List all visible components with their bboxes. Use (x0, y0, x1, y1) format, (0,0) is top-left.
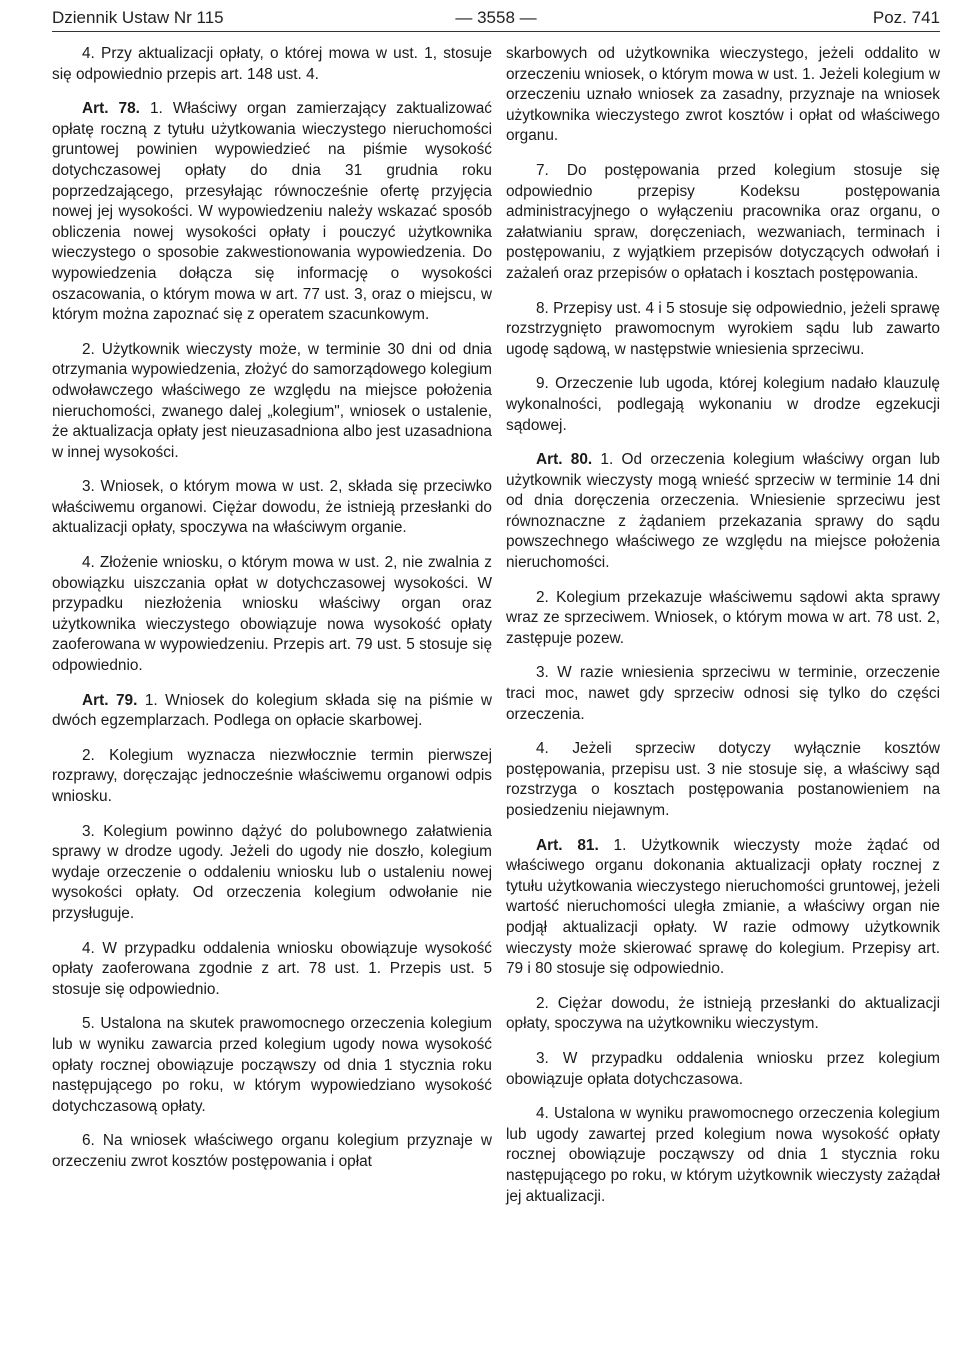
paragraph (52, 822, 492, 925)
paragraph-text: 3. W przypadku oddalenia wniosku przez kolegium obowiązuje opłata dotychczasowa. (506, 1049, 940, 1088)
position-number: Poz. 741 (872, 8, 940, 27)
paragraph-text: 2. Użytkownik wieczysty może, w terminie 30 dni od dnia otrzymania wypowiedzenia, złożyć do samorządowego kolegium odwoławczego właściwego ze względu na miejsce położenia nieruchomości, zwanego dalej „kolegium", wniosek o ustalenie, że aktualizacja opłaty jest nieuzasadniona albo jest uzasadniona w innej wysokości. (52, 340, 492, 461)
paragraph-text: skarbowych od użytkownika wieczystego, jeżeli oddalito w orzeczeniu wniosek, o którym mowa w ust. 1. Jeżeli kolegium w orzeczeniu uznało wniosek za zasadny, przyznaje na wniosek użytkownika wieczystego zwrot kosztów i opłat od właściwego organu. (506, 45, 940, 145)
page-header (52, 6, 940, 30)
article-label: Art. 81. (536, 836, 599, 854)
paragraph (52, 477, 492, 539)
paragraph (506, 450, 940, 574)
paragraph-text: 1. Użytkownik wieczysty może żądać od właściwego organu dokonania aktualizacji opłaty rocznej z tytułu użytkowania wieczystego nieruchomości gruntowej, jeżeli wartość nieruchomości uległa zmianie, a właściwy organ nie podjął aktualizacji opłaty. W razie odmowy użytkownik wieczysty może skierować sprawę do kolegium. Przepisy art. 79 i 80 stosuje się odpowiednio. (506, 836, 940, 978)
article-label: Art. 78. (82, 100, 140, 118)
paragraph (506, 739, 940, 821)
paragraph (52, 44, 492, 85)
paragraph-text: 4. Przy aktualizacji opłaty, o której mowa w ust. 1, stosuje się odpowiednio przepis art. 148 ust. 4. (52, 45, 492, 83)
paragraph-text: 3. Wniosek, o którym mowa w ust. 2, składa się przeciwko właściwemu organowi. Ciężar dowodu, że istnieją przesłanki do aktualizacji opłaty, spoczywa na właściwym organie. (52, 478, 492, 537)
paragraph-text: 2. Kolegium wyznacza niezwłocznie termin pierwszej rozprawy, doręczając jednocześnie właściwemu organowi odpis wniosku. (52, 746, 492, 805)
article-label: Art. 80. (536, 451, 593, 469)
paragraph-text: 4. Ustalona w wyniku prawomocnego orzeczenia kolegium lub ugody zawartej przed kolegium nowa wysokość opłaty rocznej obowiązuje począwszy od dnia 1 stycznia roku następującego po roku, w którym użytkownik wieczysty zażądał jej aktualizacji. (506, 1105, 940, 1205)
paragraph-text: 3. W razie wniesienia sprzeciwu w terminie, orzeczenie traci moc, nawet gdy sprzeciw odnosi się tylko do części orzeczenia. (506, 664, 940, 723)
paragraph (52, 340, 492, 464)
paragraph-text: 7. Do postępowania przed kolegium stosuje się odpowiednio przepisy Kodeksu postępowania administracyjnego o wyłączeniu pracownika oraz organu, o załatwianiu spraw, doręczeniach, wezwaniach, terminach i postępowaniu, z wyjątkiem przepisów dotyczących odwołań i zażaleń oraz przepisów o opłatach i kosztach postępowania. (506, 161, 940, 282)
article-label: Art. 79. (82, 691, 138, 709)
paragraph-text: 4. Jeżeli sprzeciw dotyczy wyłącznie kosztów postępowania, przepisu ust. 3 nie stosuje się, a właściwy sąd rozstrzyga o kosztach postępowania postanowieniem na posiedzeniu niejawnym. (506, 740, 940, 819)
paragraph (506, 1049, 940, 1090)
paragraph-text: 5. Ustalona na skutek prawomocnego orzeczenia kolegium lub w wyniku zawarcia przed kolegium ugody nowa wysokość opłaty rocznej obowiązuje począwszy od dnia 1 stycznia roku następującego po roku, w którym wypowiedziano wysokość dotychczasową opłaty. (52, 1015, 492, 1115)
paragraph (52, 939, 492, 1001)
paragraph-text: 1. Od orzeczenia kolegium właściwy organ lub użytkownik wieczysty mogą wnieść sprzeciw w terminie 14 dni od dnia doręczenia orzeczenia. Wniesienie sprzeciwu jest równoznaczne z żądaniem przekazania sprawy do sądu powszechnego właściwego ze względu na miejsce położenia nieruchomości. (506, 451, 940, 572)
paragraph-text: 2. Kolegium przekazuje właściwemu sądowi akta sprawy wraz ze sprzeciwem. Wniosek, o którym mowa w art. 78 ust. 2, zastępuje pozew. (506, 588, 940, 647)
page-number: — 3558 — (455, 8, 537, 27)
paragraph-text: 8. Przepisy ust. 4 i 5 stosuje się odpowiednio, jeżeli sprawę rozstrzygnięto prawomocnym wyrokiem sądu lub zawarto ugodę sądową, w następstwie wniesienia sprzeciwu. (506, 299, 940, 358)
paragraph (506, 836, 940, 980)
paragraph (52, 746, 492, 808)
paragraph-text: 9. Orzeczenie lub ugoda, której kolegium nadało klauzulę wykonalności, podlegają wykonaniu w drodze egzekucji sądowej. (506, 375, 940, 434)
paragraph (52, 1014, 492, 1117)
left-column (52, 44, 492, 1187)
right-column (506, 44, 940, 1221)
paragraph-text: 6. Na wniosek właściwego organu kolegium przyznaje w orzeczeniu zwrot kosztów postępowania i opłat (52, 1132, 492, 1170)
paragraph (506, 374, 940, 436)
paragraph (52, 691, 492, 732)
paragraph (52, 553, 492, 677)
paragraph-text: 4. Złożenie wniosku, o którym mowa w ust. 2, nie zwalnia z obowiązku uiszczania opłat w dotychczasowej wysokości. W przypadku niezłożenia wniosku właściwy organ oraz użytkownika wieczystego obowiązuje nowa wysokość opłaty zaoferowana w wypowiedzeniu. Przepis art. 79 ust. 5 stosuje się odpowiednio. (52, 554, 492, 675)
paragraph-text: 4. W przypadku oddalenia wniosku obowiązuje wysokość opłaty zaoferowana zgodnie z art. 78 ust. 1. Przepis ust. 5 stosuje się odpowiednio. (52, 939, 492, 998)
header-rule (52, 31, 940, 32)
paragraph (506, 588, 940, 650)
paragraph (52, 1131, 492, 1172)
paragraph (506, 161, 940, 285)
paragraph (506, 1104, 940, 1207)
paragraph-text: 2. Ciężar dowodu, że istnieją przesłanki do aktualizacji opłaty, spoczywa na użytkowniku wieczystym. (506, 994, 940, 1033)
paragraph (52, 99, 492, 326)
paragraph (506, 44, 940, 147)
journal-title: Dziennik Ustaw Nr 115 (52, 8, 224, 27)
paragraph (506, 299, 940, 361)
paragraph (506, 994, 940, 1035)
paragraph (506, 663, 940, 725)
paragraph-text: 1. Wniosek do kolegium składa się na piśmie w dwóch egzemplarzach. Podlega on opłacie skarbowej. (52, 691, 492, 730)
paragraph-text: 1. Właściwy organ zamierzający zaktualizować opłatę roczną z tytułu użytkowania wieczystego nieruchomości gruntowej powinien wypowiedzieć na piśmie wysokość dotychczasowej opłaty do dnia 31 grudnia roku poprzedzającego, przesyłając równocześnie ofertę przyjęcia nowej jej wysokości. W wypowiedzeniu należy wskazać sposób obliczenia nowej wysokości opłaty i pouczyć użytkownika wieczystego o sposobie zakwestionowania wypowiedzenia. Do wypowiedzenia dołącza się informację o wysokości oszacowania, o którym mowa w art. 77 ust. 3, oraz o miejscu, w którym można zapoznać się z operatem szacunkowym. (52, 100, 492, 324)
paragraph-text: 3. Kolegium powinno dążyć do polubownego załatwienia sprawy w drodze ugody. Jeżeli do ugody nie doszło, kolegium wydaje orzeczenie o oddaleniu wniosku lub o ustaleniu nowej wysokości opłaty. Od orzeczenia kolegium odwołanie nie przysługuje. (52, 822, 492, 922)
